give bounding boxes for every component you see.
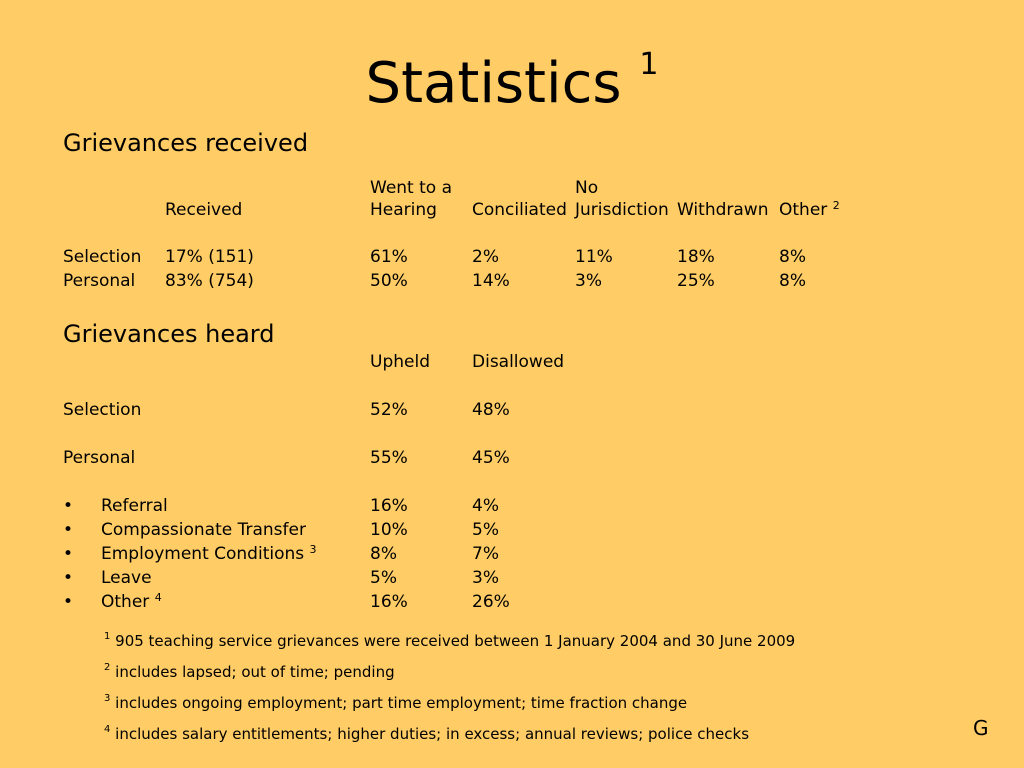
- bullet-leave-marker: •: [63, 568, 74, 588]
- received-row-personal-label: Personal: [63, 271, 136, 291]
- bullet-other-label: [101, 591, 162, 612]
- received-row-selection-jurisdiction: 11%: [575, 247, 613, 267]
- header-withdrawn: Withdrawn: [677, 200, 769, 220]
- bullet-compassionate-disallowed: 5%: [472, 520, 499, 540]
- received-row-personal-received: 83% (754): [165, 271, 254, 291]
- header-conciliated: Conciliated: [472, 200, 567, 220]
- received-row-selection-conciliated: 2%: [472, 247, 499, 267]
- heard-row-personal-disallowed: 45%: [472, 448, 510, 468]
- received-row-selection-hearing: 61%: [370, 247, 408, 267]
- page-title: [0, 47, 1024, 116]
- heard-row-personal-label: Personal: [63, 448, 136, 468]
- footnote-2-text: includes lapsed; out of time; pending: [115, 663, 395, 681]
- heard-row-selection-label: Selection: [63, 400, 142, 420]
- heard-heading: Grievances heard: [63, 320, 275, 348]
- bullet-other-disallowed: 26%: [472, 592, 510, 612]
- header-disallowed: Disallowed: [472, 352, 565, 372]
- header-other-label: Other: [779, 200, 828, 220]
- received-row-personal-conciliated: 14%: [472, 271, 510, 291]
- bullet-compassionate-marker: •: [63, 520, 74, 540]
- footnote-4-marker: 4: [104, 724, 111, 735]
- bullet-employment-disallowed: 7%: [472, 544, 499, 564]
- header-upheld: Upheld: [370, 352, 430, 372]
- header-received: Received: [165, 200, 243, 220]
- title-footnote-marker: 1: [639, 47, 659, 82]
- bullet-other-upheld: 16%: [370, 592, 408, 612]
- received-row-selection-other: 8%: [779, 247, 806, 267]
- bullet-employment-upheld: 8%: [370, 544, 397, 564]
- bullet-referral-disallowed: 4%: [472, 496, 499, 516]
- header-went-to-a: Went to a: [370, 178, 453, 198]
- footnote-2: [104, 662, 395, 681]
- received-heading: Grievances received: [63, 129, 309, 157]
- footnote-1: [104, 631, 796, 650]
- bullet-leave-label: Leave: [101, 568, 152, 588]
- bullet-referral-upheld: 16%: [370, 496, 408, 516]
- footnote-3: [104, 693, 688, 712]
- bullet-employment-text: Employment Conditions: [101, 544, 305, 564]
- received-row-personal-withdrawn: 25%: [677, 271, 715, 291]
- corner-letter: G: [973, 716, 989, 740]
- header-no: No: [575, 178, 599, 198]
- bullet-other-marker: •: [63, 592, 74, 612]
- bullet-employment-footnote-marker: 3: [309, 543, 317, 556]
- bullet-employment-label: [101, 543, 317, 564]
- received-row-personal-hearing: 50%: [370, 271, 408, 291]
- footnote-3-marker: 3: [104, 693, 111, 704]
- header-other-footnote-marker: 2: [832, 199, 840, 212]
- bullet-leave-disallowed: 3%: [472, 568, 499, 588]
- bullet-referral-text: Referral: [101, 496, 168, 516]
- page-title-text: Statistics: [365, 51, 622, 116]
- footnote-4: [104, 724, 750, 743]
- bullet-compassionate-upheld: 10%: [370, 520, 408, 540]
- heard-row-selection-upheld: 52%: [370, 400, 408, 420]
- footnote-4-text: includes salary entitlements; higher duties; in excess; annual reviews; police checks: [115, 725, 750, 743]
- bullet-referral-label: [101, 498, 168, 515]
- received-row-selection-received: 17% (151): [165, 247, 254, 267]
- received-row-selection-label: Selection: [63, 247, 142, 267]
- bullet-employment-marker: •: [63, 544, 74, 564]
- footnote-3-text: includes ongoing employment; part time employment; time fraction change: [115, 694, 688, 712]
- heard-row-selection-disallowed: 48%: [472, 400, 510, 420]
- footnote-1-text: 905 teaching service grievances were received between 1 January 2004 and 30 June 2009: [115, 632, 796, 650]
- bullet-leave-upheld: 5%: [370, 568, 397, 588]
- header-hearing: Hearing: [370, 200, 437, 220]
- bullet-other-footnote-marker: 4: [154, 591, 162, 604]
- received-row-personal-jurisdiction: 3%: [575, 271, 602, 291]
- header-jurisdiction: Jurisdiction: [575, 200, 669, 220]
- bullet-compassionate-label: Compassionate Transfer: [101, 520, 306, 540]
- bullet-other-text: Other: [101, 592, 150, 612]
- heard-row-personal-upheld: 55%: [370, 448, 408, 468]
- bullet-referral-marker: •: [63, 496, 74, 516]
- footnote-1-marker: 1: [104, 631, 111, 642]
- header-other: [779, 199, 840, 220]
- received-row-selection-withdrawn: 18%: [677, 247, 715, 267]
- footnote-2-marker: 2: [104, 662, 111, 673]
- received-row-personal-other: 8%: [779, 271, 806, 291]
